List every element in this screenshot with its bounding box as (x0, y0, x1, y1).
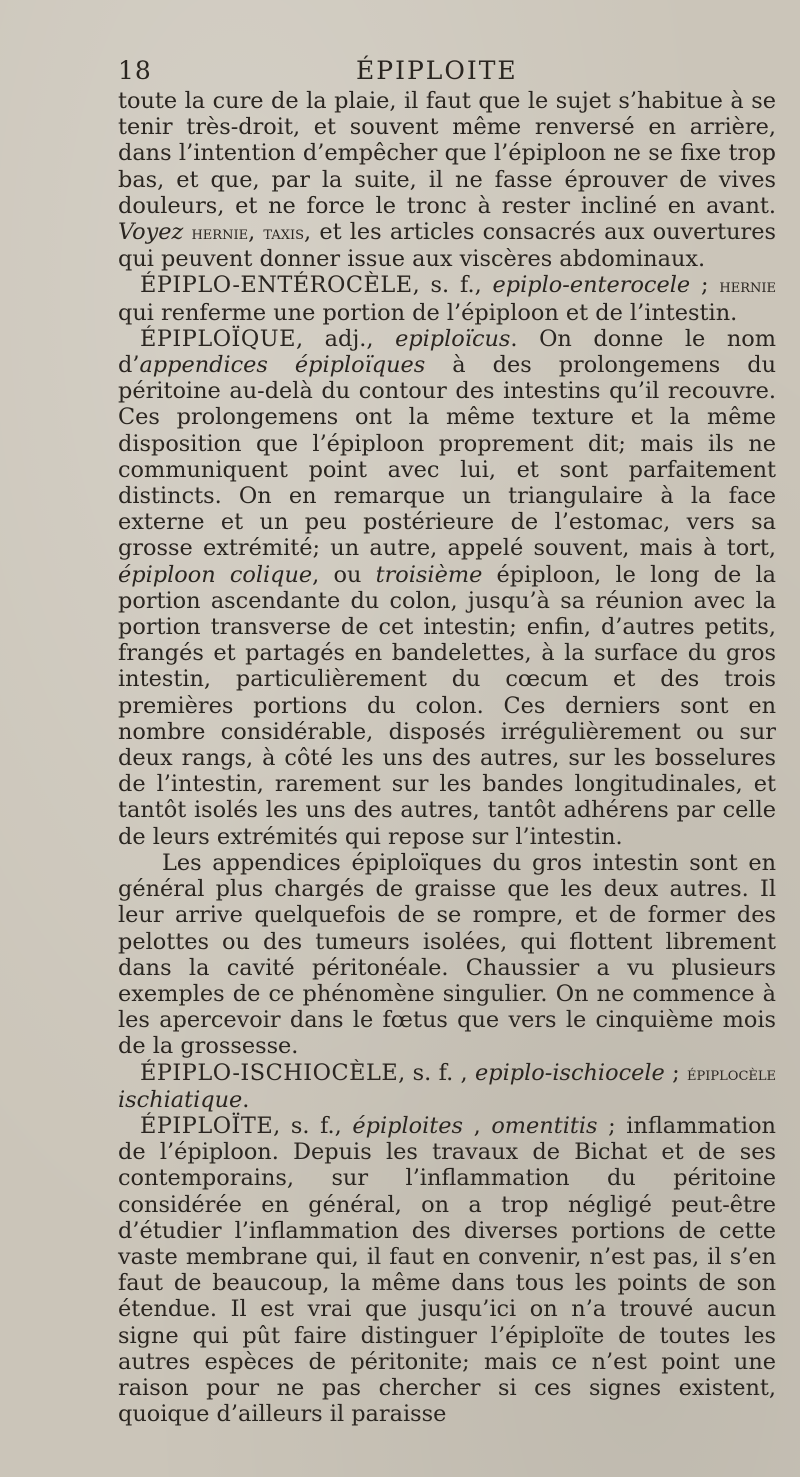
text-run: , s. f., (412, 272, 493, 299)
text-run: Les appendices épiploïques du gros intestin sont en général plus chargés de graisse que les deux autres. Il leur arrive quelquefois de se rompre, et de former des pelottes ou des tumeurs isolées, qui flottent librement dans la cavité péritonéale. Chaussier a vu plusieurs exemples de ce phénomène singulier. On ne commence à les apercevoir dans le fœtus que vers le cinquième mois de la grossesse. (118, 849, 776, 1060)
text-run: ; (690, 272, 720, 299)
entry-epiploique (118, 326, 776, 850)
entry-epiploite (118, 1113, 776, 1427)
latin-term: omentitis (491, 1112, 598, 1139)
cross-reference: épiplocèle (687, 1061, 776, 1085)
paragraph-continuation (118, 88, 776, 272)
see-also-label: Voyez (118, 219, 184, 246)
cross-reference: hernie (719, 274, 776, 298)
text-run: , et les articles consacrés aux ouvertures qui peuvent donner issue aux viscères abdominaux. (118, 219, 776, 273)
cross-reference-taxis: taxis (263, 221, 305, 245)
text-run: ; inflammation de l’épiploon. Depuis les travaux de Bichat et de ses contemporains, sur l’inflammation du péritoine considérée en général, on a trop négligé peut-être d’étudier l’inflammation des diverses portions de cette vaste membrane qui, il faut en convenir, n’est pas, il s’en faut de beaucoup, la même dans tous les points de son étendue. Il est vrai que jusqu’ici on n’a trouvé aucun signe qui pût faire distinguer l’épiploïte de toutes les autres espèces de péritonite; mais ce n’est point une raison pour ne pas chercher si ces signes existent, quoique d’ailleurs il paraisse (118, 1112, 776, 1428)
entry-term: ÉPIPLO-ENTÉROCÈLE (140, 272, 413, 299)
italic-term: troisième (375, 561, 483, 588)
text-run: toute la cure de la plaie, il faut que le sujet s’habitue à se tenir très-droit, et souvent même renversé en arrière, dans l’intention d’empêcher que l’épiploon ne se fixe trop bas, et que, par la suite, il ne fasse éprouver de vives douleurs, et ne force le tronc à rester incliné en avant. (118, 88, 776, 219)
entry-term: ÉPIPLOÏQUE (140, 325, 296, 352)
text-run: à des prolongemens du péritoine au-delà du contour des intestins qu’il recouvre. Ces prolongemens ont la même texture et la même disposition que l’épiploon proprement dit; mais ils ne communiquent point avec lui, et sont parfaitement distincts. On en remarque un triangulaire à la face externe et un peu postérieure de l’estomac, vers sa grosse extrémité; un autre, appelé souvent, mais à tort, (118, 352, 776, 562)
text-run: . On donne le nom d’ (118, 325, 776, 379)
text-run: épiploon, le long de la portion ascendante du colon, jusqu’à sa réunion avec la portion transverse de cet intestin; enfin, d’autres petits, frangés et partagés en bandelettes, à la surface du gros intestin, particulièrement du cœcum et des trois premières portions du colon. Ces derniers sont en nombre considérable, disposés irrégulièrement ou sur deux rangs, à côté les uns des autres, sur les bosselures de l’intestin, rarement sur les bandes longitudinales, et tantôt isolés les uns des autres, tantôt adhérens par celle de leurs extrémités qui repose sur l’intestin. (118, 561, 776, 850)
italic-term: épiploon colique (118, 561, 313, 588)
latin-term: epiploïcus (395, 325, 511, 352)
text-run: , (248, 219, 264, 246)
latin-term: epiplo-enterocele (492, 272, 691, 299)
latin-term: epiplo-ischiocele (475, 1059, 665, 1086)
latin-term: épiploites (352, 1112, 464, 1139)
text-run: ; (664, 1059, 688, 1086)
paragraph-appendices (118, 850, 776, 1060)
text-run: , adj., (295, 325, 396, 352)
text-run: , (463, 1112, 492, 1139)
page-number: 18 (118, 56, 152, 85)
cross-reference-hernie: hernie (191, 221, 249, 245)
text-run: , s. f., (273, 1112, 353, 1139)
italic-term: appendices épiploïques (139, 352, 426, 379)
entry-term: ÉPIPLO-ISCHIOCÈLE (140, 1059, 399, 1086)
entry-term: ÉPIPLOÏTE (140, 1112, 274, 1139)
running-head: ÉPIPLOITE (356, 56, 518, 85)
page-header (118, 56, 758, 88)
entry-epiplo-enterocele (118, 272, 776, 325)
entry-epiplo-ischiocele (118, 1060, 776, 1113)
text-run: , ou (312, 561, 376, 588)
italic-term: ischiatique (118, 1086, 243, 1113)
text-run: , s. f. , (398, 1059, 476, 1086)
text-run: qui renferme une portion de l’épiploon et de l’intestin. (118, 299, 738, 326)
body-text (118, 88, 776, 1427)
text-run: . (242, 1086, 250, 1113)
